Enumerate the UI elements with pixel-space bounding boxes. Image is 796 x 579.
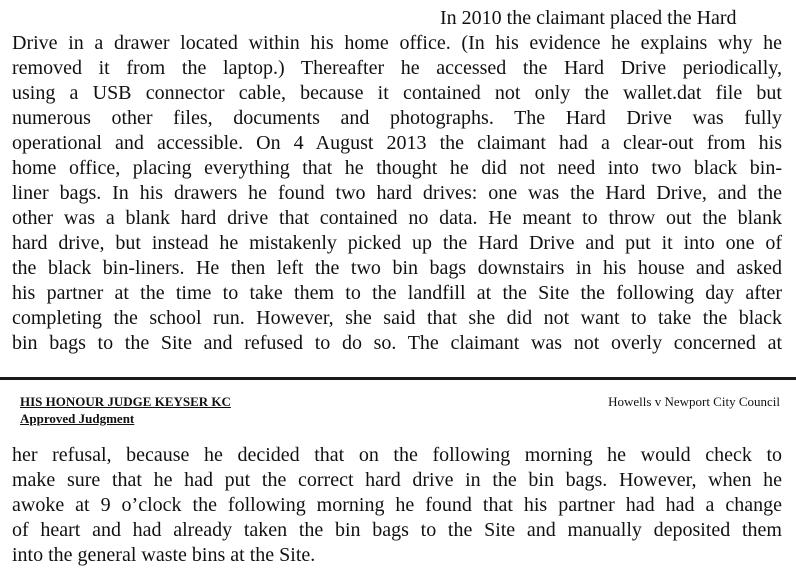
text-line: hard drive, but instead he mistakenly picked up the Hard Drive and put it into one of bbox=[12, 232, 782, 254]
text-line: his partner at the time to take them to the landfill at the Site the following day after bbox=[12, 282, 782, 304]
case-title-header: Howells v Newport City Council bbox=[608, 394, 780, 409]
text-line: other was a blank hard drive that contained no data. He meant to throw out the blank bbox=[12, 207, 782, 229]
text-line: operational and accessible. On 4 August 2013 the claimant had a clear-out from his bbox=[12, 132, 782, 154]
text-line: awoke at 9 o’clock the following morning he found that his partner had had a change bbox=[12, 494, 782, 516]
paragraph-bottom bbox=[12, 443, 782, 568]
text-line: completing the school run. However, she said that she did not want to take the black bbox=[12, 307, 782, 329]
text-line: Drive in a drawer located within his home office. (In his evidence he explains why he bbox=[12, 32, 782, 54]
page-break-divider bbox=[0, 377, 796, 380]
text-line: her refusal, because he decided that on the following morning he would check to bbox=[12, 444, 782, 466]
text-line: In 2010 the claimant placed the Hard bbox=[440, 7, 737, 29]
text-line: bin bags to the Site and refused to do so. The claimant was not overly concerned at bbox=[12, 332, 782, 354]
text-line: of heart and had already taken the bin bags to the Site and manually deposited them bbox=[12, 519, 782, 541]
text-line: make sure that he had put the correct hard drive in the bin bags. However, when he bbox=[12, 469, 782, 491]
text-line: removed it from the laptop.) Thereafter he accessed the Hard Drive periodically, bbox=[12, 57, 782, 79]
text-line: liner bags. In his drawers he found two hard drives: one was the Hard Drive, and the bbox=[12, 182, 782, 204]
text-line: home office, placing everything that he thought he did not need into two black bin- bbox=[12, 157, 782, 179]
text-line: the black bin-liners. He then left the two bin bags downstairs in his house and asked bbox=[12, 257, 782, 279]
text-line: using a USB connector cable, because it contained not only the wallet.dat file but bbox=[12, 82, 782, 104]
judge-name-header: HIS HONOUR JUDGE KEYSER KC bbox=[20, 394, 231, 409]
text-line: into the general waste bins at the Site. bbox=[12, 544, 316, 566]
text-line: numerous other files, documents and photographs. The Hard Drive was fully bbox=[12, 107, 782, 129]
approved-judgment-header: Approved Judgment bbox=[20, 411, 135, 426]
paragraph-top bbox=[12, 6, 782, 356]
